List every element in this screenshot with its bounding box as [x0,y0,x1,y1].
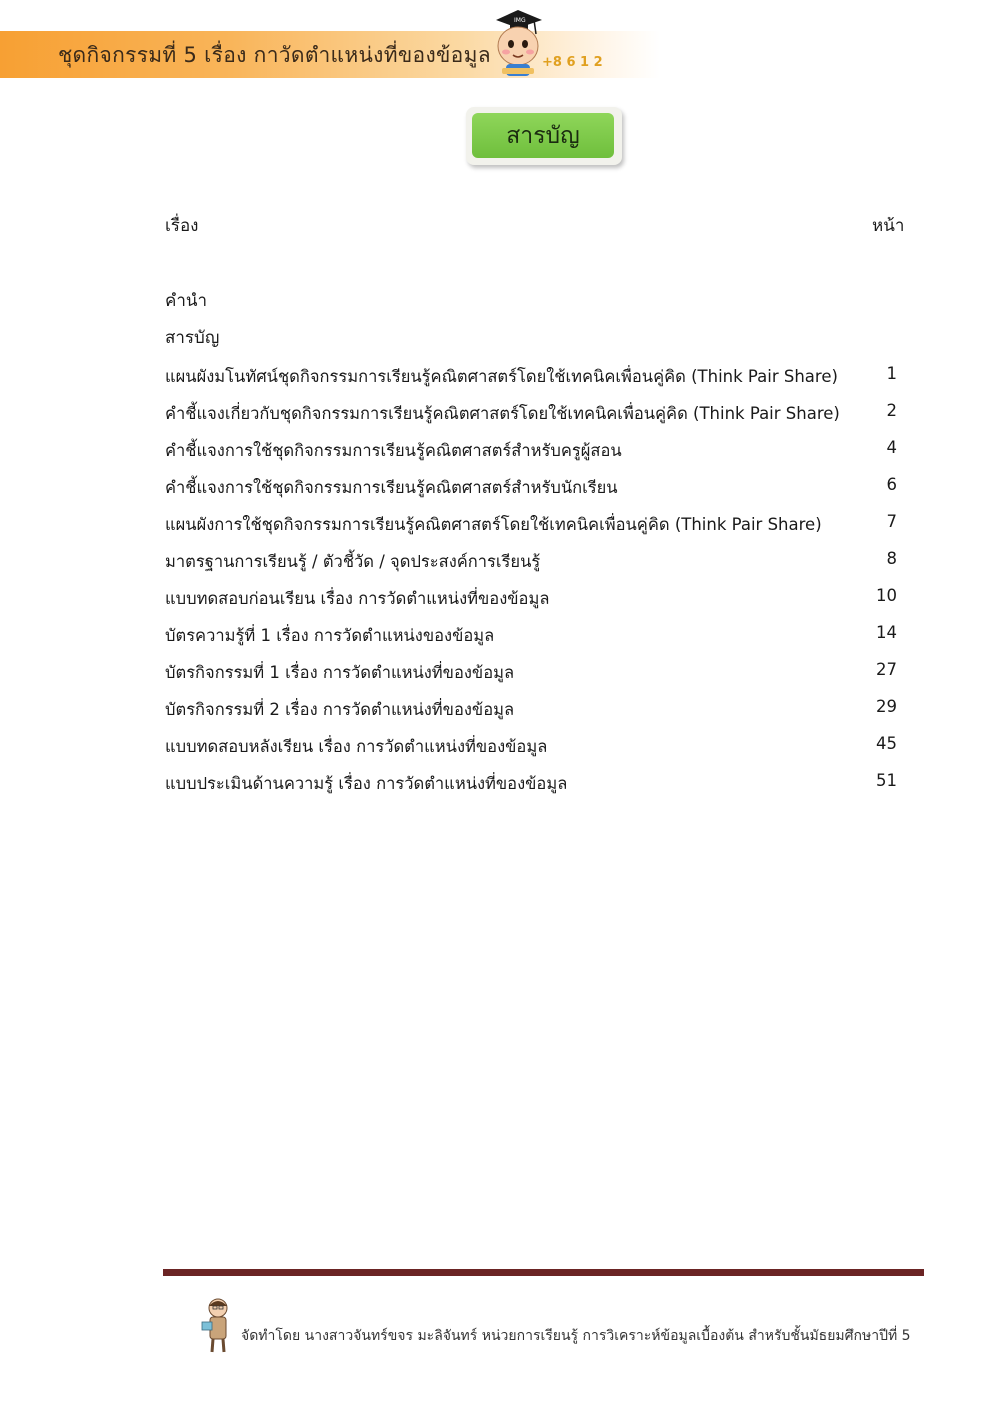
toc-entry-title: คำชี้แจงการใช้ชุดกิจกรรมการเรียนรู้คณิตศาสตร์สำหรับครูผู้สอน [165,441,622,460]
footer-divider [163,1269,924,1276]
toc-entry-page: 51 [876,771,897,790]
toc-entry [165,438,905,468]
toc-entry-title: คำชี้แจงเกี่ยวกับชุดกิจกรรมการเรียนรู้คณิตศาสตร์โดยใช้เทคนิคเพื่อนคู่คิด (Think Pair Share) [165,404,840,423]
toc-entry [165,512,905,542]
toc-entry [165,623,905,653]
mascot-graduate-icon [484,6,603,82]
toc-entry-title: บัตรกิจกรรมที่ 2 เรื่อง การวัดตำแหน่งที่ของข้อมูล [165,700,515,719]
toc-entry-page: 8 [886,549,897,568]
toc-entry-title: แผนผังมโนทัศน์ชุดกิจกรรมการเรียนรู้คณิตศาสตร์โดยใช้เทคนิคเพื่อนคู่คิด (Think Pair Share) [165,367,838,386]
toc-entry [165,771,905,801]
mascot-hat-label: IMG [514,17,526,24]
toc-entry-page: 4 [886,438,897,457]
toc-entry-page: 7 [886,512,897,531]
toc-entry-page: 1 [886,364,897,383]
toc-entry-title: แบบประเมินด้านความรู้ เรื่อง การวัดตำแหน่งที่ของข้อมูล [165,774,568,793]
toc-entry-page: 29 [876,697,897,716]
toc-badge [466,107,622,165]
toc-entry [165,364,905,394]
toc-entry-page: 6 [886,475,897,494]
toc-entry-title: แบบทดสอบหลังเรียน เรื่อง การวัดตำแหน่งที่ของข้อมูล [165,737,548,756]
toc-intro-item: คำนำ [165,291,208,311]
toc-entry [165,734,905,764]
toc-entry-title: แบบทดสอบก่อนเรียน เรื่อง การวัดตำแหน่งที่ของข้อมูล [165,589,550,608]
toc-entry-title: บัตรความรู้ที่ 1 เรื่อง การวัดตำแหน่งของข้อมูล [165,626,495,645]
toc-intro-item: สารบัญ [165,328,220,348]
toc-entry [165,401,905,431]
mascot-numbers: +8 6 1 2 [542,55,603,70]
header-title: ชุดกิจกรรมที่ 5 เรื่อง กาวัดตำแหน่งที่ของข้อมูล [58,43,491,67]
toc-entry-page: 27 [876,660,897,679]
footer-credit: จัดทำโดย นางสาวจันทร์ขจร มะลิจันทร์ หน่วยการเรียนรู้ การวิเคราะห์ข้อมูลเบื้องต้น สำหรับชั้นมัธยมศึกษาปีที่ 5 [241,1328,911,1344]
toc-entry [165,475,905,505]
toc-entry-title: คำชี้แจงการใช้ชุดกิจกรรมการเรียนรู้คณิตศาสตร์สำหรับนักเรียน [165,478,618,497]
toc-entry-page: 14 [876,623,897,642]
toc-entry-page: 2 [886,401,897,420]
toc-entry-title: บัตรกิจกรรมที่ 1 เรื่อง การวัดตำแหน่งที่ของข้อมูล [165,663,515,682]
toc-entry-title: มาตรฐานการเรียนรู้ / ตัวชี้วัด / จุดประสงค์การเรียนรู้ [165,552,541,571]
toc-entry-page: 10 [876,586,897,605]
toc-entry-title: แผนผังการใช้ชุดกิจกรรมการเรียนรู้คณิตศาสตร์โดยใช้เทคนิคเพื่อนคู่คิด (Think Pair Share) [165,515,822,534]
toc-badge-label: สารบัญ [472,113,614,158]
toc-entry-page: 45 [876,734,897,753]
toc-entry [165,586,905,616]
toc-entry [165,549,905,579]
toc-entry [165,660,905,690]
teacher-figure-icon [198,1296,238,1356]
column-header-page: หน้า [872,216,905,236]
toc-entry [165,697,905,727]
column-header-topic: เรื่อง [165,216,199,236]
